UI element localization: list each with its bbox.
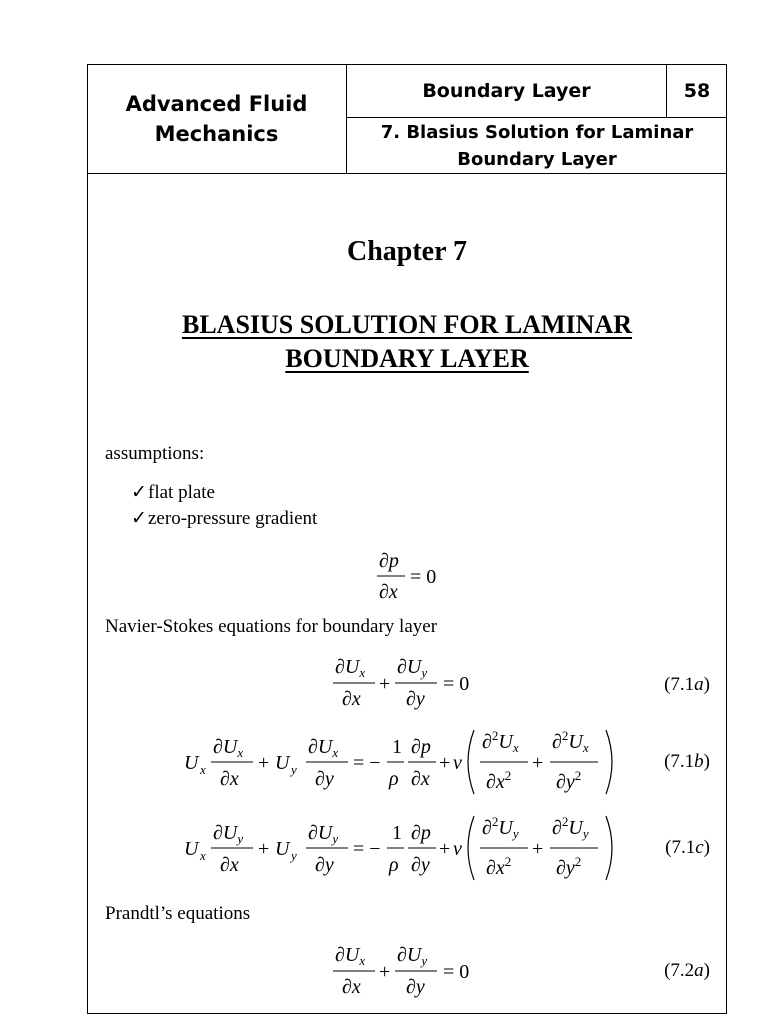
svg-text:∂Uy: $\partial U_y$ — [308, 822, 339, 846]
course-title — [87, 64, 347, 173]
svg-text:U: U — [184, 752, 199, 774]
assumption-item: ✓flat plate — [131, 482, 215, 503]
svg-text:+: + — [258, 752, 270, 774]
svg-text:∂2Uy: $\partial^2U_y$ — [482, 814, 519, 841]
svg-text:+: + — [379, 961, 391, 983]
equation-x-momentum — [182, 726, 622, 802]
svg-text:+: + — [258, 838, 270, 860]
svg-text:∂x: ∂x — [411, 768, 430, 790]
svg-text:∂p: ∂p — [411, 736, 431, 758]
equation-number: (7.2a) — [664, 960, 710, 981]
svg-text:= 0: = 0 — [410, 566, 437, 588]
svg-text:ν: ν — [453, 752, 462, 774]
svg-text:∂x2: $\partial x^2$ — [486, 854, 512, 879]
equation-continuity — [333, 652, 493, 716]
chapter-title — [87, 308, 727, 376]
svg-text:∂2Uy: $\partial^2U_y$ — [552, 814, 589, 841]
svg-text:∂y: ∂y — [411, 854, 430, 876]
chapter-title-line2: BOUNDARY LAYER — [285, 344, 529, 373]
svg-text:∂y2: $\partial y^2$ — [556, 854, 582, 879]
navier-stokes-label: Navier-Stokes equations for boundary layer — [105, 616, 438, 637]
svg-text:1: 1 — [392, 822, 402, 844]
svg-text:∂2Ux: $\partial^2U_x$ — [482, 728, 519, 755]
course-title-line1: Advanced Fluid — [125, 91, 308, 116]
svg-text:= 0: = 0 — [443, 673, 470, 695]
svg-text:+: + — [532, 752, 544, 774]
equation-y-momentum — [182, 812, 622, 888]
section-title-line1: 7. Blasius Solution for Laminar — [380, 121, 694, 143]
check-icon: ✓ — [131, 482, 147, 503]
equation-number: (7.1b) — [664, 751, 710, 772]
svg-text:= 0: = 0 — [443, 961, 470, 983]
svg-text:∂Uy: $\partial U_y$ — [397, 656, 428, 680]
svg-text:U: U — [275, 752, 290, 774]
svg-text:+: + — [379, 673, 391, 695]
svg-text:∂2Ux: $\partial^2U_x$ — [552, 728, 589, 755]
svg-text:∂p: ∂p — [379, 550, 399, 572]
svg-text:+: + — [532, 838, 544, 860]
svg-text:∂x: ∂x — [342, 688, 361, 710]
equation-number: (7.1a) — [664, 674, 710, 695]
svg-text:x: x — [200, 762, 206, 777]
svg-text:∂Ux: $\partial U_x$ — [213, 736, 244, 760]
prandtl-label: Prandtl’s equations — [105, 903, 251, 924]
svg-text:+: + — [439, 752, 451, 774]
svg-text:∂x: ∂x — [342, 976, 361, 998]
svg-text:y: y — [291, 848, 297, 863]
chapter-title-line1: BLASIUS SOLUTION FOR LAMINAR — [181, 310, 633, 339]
svg-text:1: 1 — [392, 736, 402, 758]
assumption-item: ✓zero-pressure gradient — [131, 508, 318, 529]
section-title-line2: Boundary Layer — [457, 148, 617, 170]
section-title — [347, 118, 727, 173]
svg-text:∂y: ∂y — [406, 976, 425, 998]
svg-text:+: + — [439, 838, 451, 860]
subject-title: Boundary Layer — [347, 64, 667, 118]
svg-text:∂p: ∂p — [411, 822, 431, 844]
svg-text:∂x: ∂x — [220, 854, 239, 876]
svg-text:∂Uy: $\partial U_y$ — [213, 822, 244, 846]
svg-text:ρ: ρ — [389, 854, 399, 876]
assumptions-label: assumptions: — [105, 443, 205, 464]
svg-text:∂y: ∂y — [315, 768, 334, 790]
svg-text:x: x — [200, 848, 206, 863]
page-header — [87, 64, 727, 174]
svg-text:ρ: ρ — [389, 768, 399, 790]
svg-text:∂y2: $\partial y^2$ — [556, 768, 582, 793]
svg-text:∂Ux: $\partial U_x$ — [335, 944, 366, 968]
equation-zero-pressure — [375, 546, 445, 606]
svg-text:∂x2: $\partial x^2$ — [486, 768, 512, 793]
svg-text:∂y: ∂y — [315, 854, 334, 876]
svg-text:∂Ux: $\partial U_x$ — [308, 736, 339, 760]
svg-text:ν: ν — [453, 838, 462, 860]
svg-text:= −: = − — [353, 838, 381, 860]
svg-text:∂x: ∂x — [220, 768, 239, 790]
svg-text:∂Uy: $\partial U_y$ — [397, 944, 428, 968]
check-icon: ✓ — [131, 508, 147, 529]
svg-text:∂y: ∂y — [406, 688, 425, 710]
page-number: 58 — [667, 64, 727, 118]
equation-number: (7.1c) — [665, 837, 710, 858]
course-title-line2: Mechanics — [154, 121, 279, 146]
chapter-heading: Chapter 7 — [346, 236, 468, 267]
svg-text:∂Ux: $\partial U_x$ — [335, 656, 366, 680]
svg-text:U: U — [275, 838, 290, 860]
svg-text:y: y — [291, 762, 297, 777]
equation-prandtl-continuity — [333, 940, 493, 1004]
svg-text:∂x: ∂x — [379, 581, 398, 603]
svg-text:U: U — [184, 838, 199, 860]
svg-text:= −: = − — [353, 752, 381, 774]
